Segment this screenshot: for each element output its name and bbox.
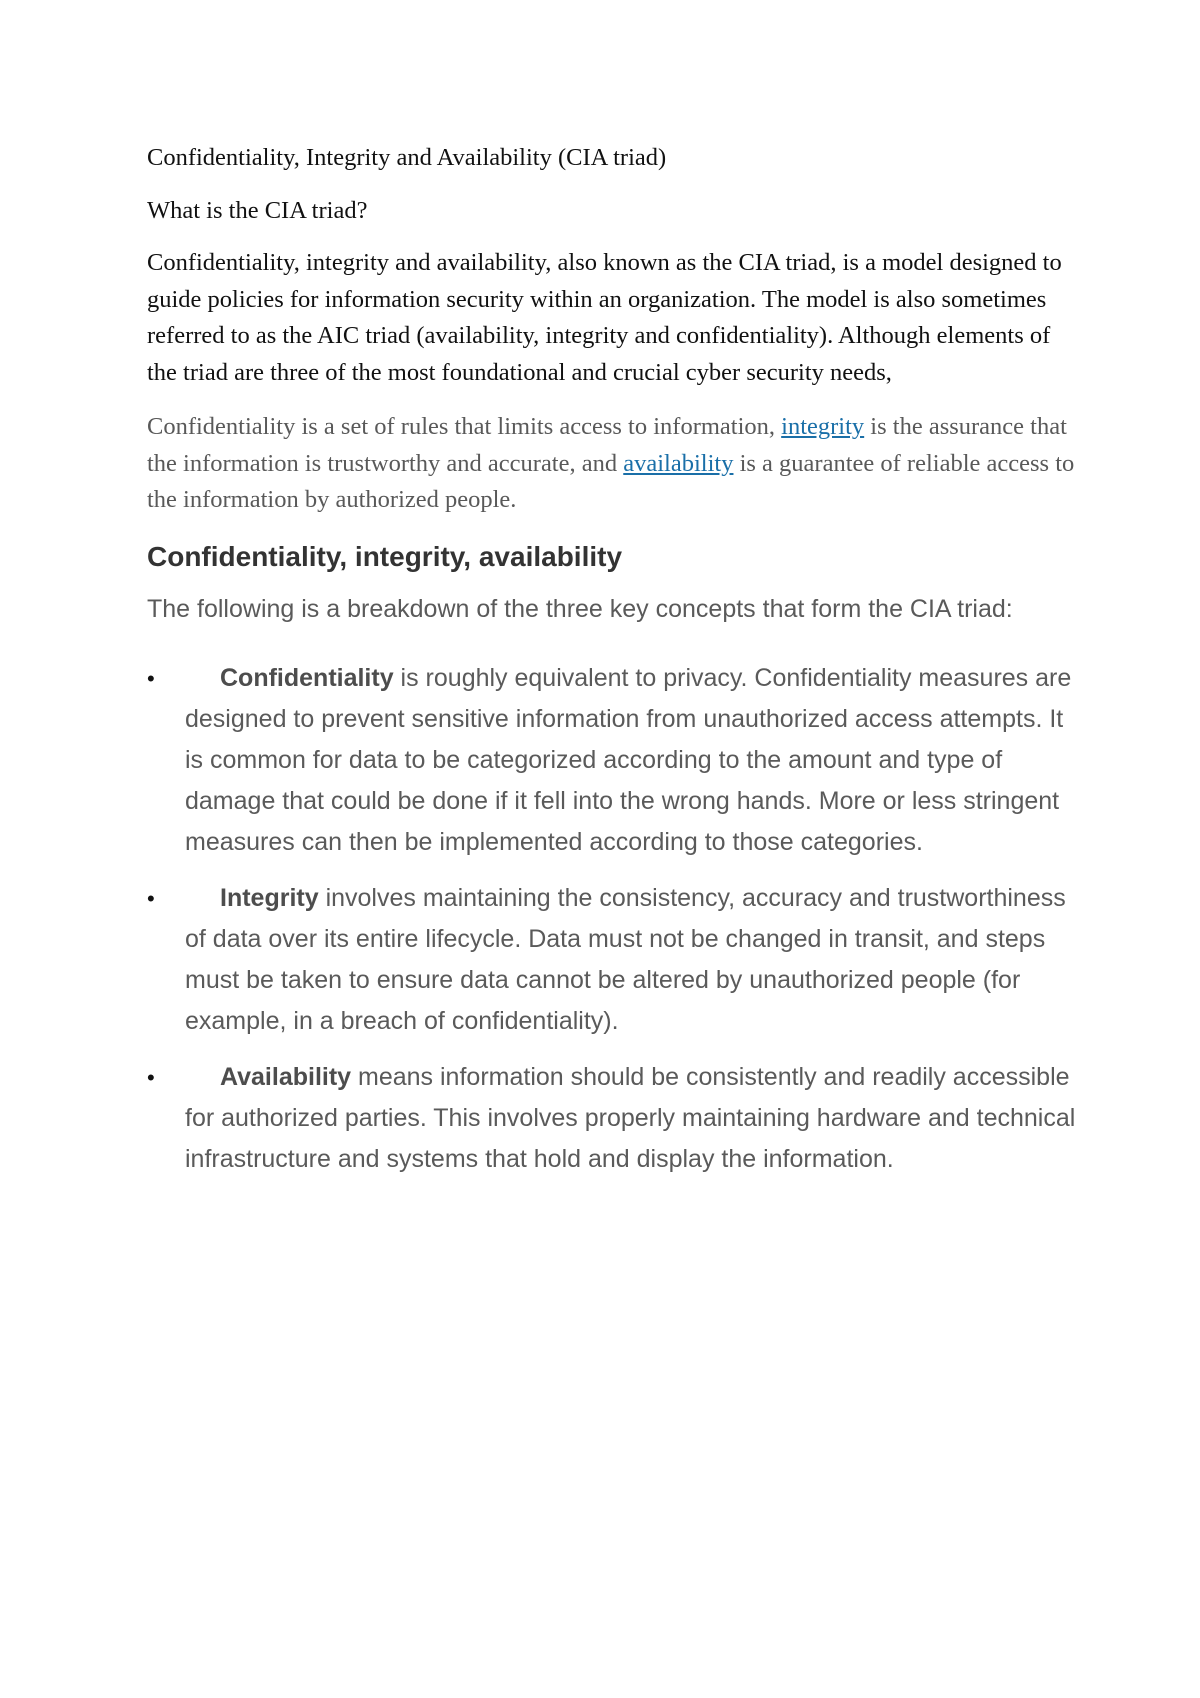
description-confidentiality: is roughly equivalent to privacy. Confidentiality measures are designed to prevent sensitive information from unauthorized access attempts. It is common for data to be categorized according to the amount and type of damage that could be done if it fell into the wrong hands. More or less stringent measures can then be implemented according to those categories. [185, 663, 1072, 856]
bullet-icon: • [147, 885, 155, 911]
availability-link[interactable]: availability [623, 449, 734, 477]
definition-text-1: Confidentiality is a set of rules that limits access to information, [147, 413, 782, 440]
document-page [147, 140, 1077, 1195]
bullet-icon: • [147, 1064, 155, 1090]
term-availability: Availability [220, 1062, 352, 1091]
section-heading: Confidentiality, integrity, availability [147, 540, 623, 572]
integrity-link[interactable]: integrity [781, 413, 865, 440]
description-availability: means information should be consistently and readily accessible for authorized parties. This involves properly maintaining hardware and technical infrastructure and systems that hold and display the information. [185, 1062, 1076, 1173]
definition-text-2: is the assurance that the information is trustworthy and accurate, and [147, 413, 1067, 477]
description-integrity: involves maintaining the consistency, accuracy and trustworthiness of data over its entire lifecycle. Data must not be changed in transit, and steps must be taken to ensure data cannot be altered by unauthorized people (for example, in a breach of confidentiality). [185, 883, 1066, 1035]
lead-paragraph: The following is a breakdown of the three key concepts that form the CIA triad: [147, 594, 1013, 623]
list-item-confidentiality [147, 658, 1077, 863]
definition-paragraph [147, 409, 1077, 519]
list-item-availability [147, 1057, 1077, 1180]
intro-paragraph: Confidentiality, integrity and availability, also known as the CIA triad, is a model designed to guide policies for information security within an organization. The model is also sometimes referred to as the AIC triad (availability, integrity and confidentiality). Although elements of the triad are three of the most foundational and crucial cyber security needs, [147, 249, 1062, 386]
bullet-icon: • [147, 665, 155, 691]
term-integrity: Integrity [220, 883, 319, 912]
concept-list [147, 658, 1077, 1180]
section-question: What is the CIA triad? [147, 196, 368, 224]
definition-text-3: is a guarantee of reliable access to the information by authorized people. [147, 449, 1075, 513]
document-title: Confidentiality, Integrity and Availability (CIA triad) [147, 144, 667, 171]
term-confidentiality: Confidentiality [220, 663, 394, 692]
list-item-integrity [147, 878, 1077, 1042]
